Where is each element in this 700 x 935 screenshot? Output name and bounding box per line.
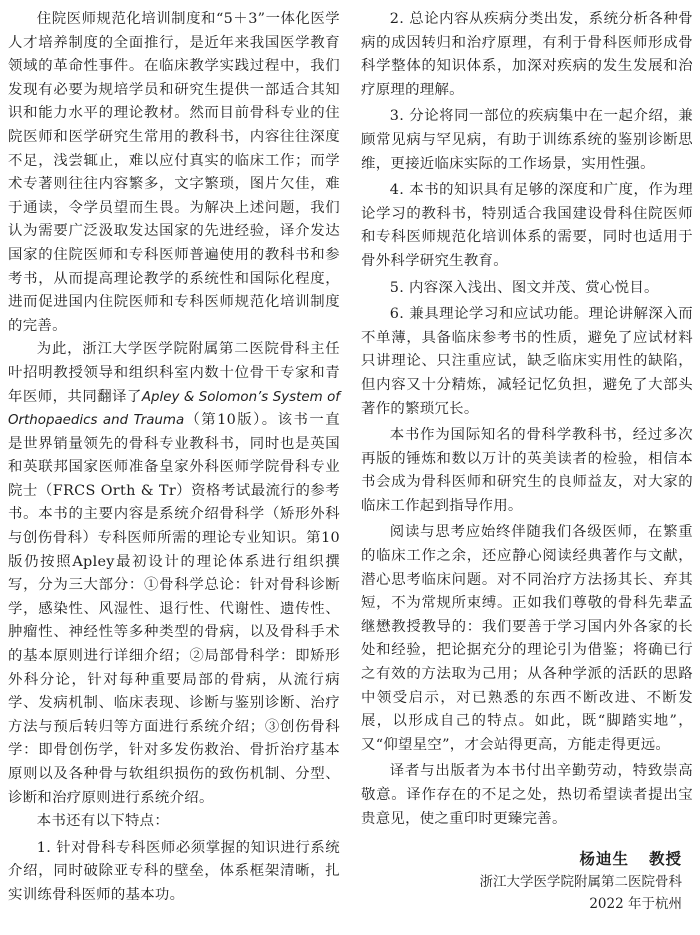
paragraph-features-heading: 本书还有以下特点： xyxy=(36,813,170,830)
signature-block xyxy=(480,847,683,915)
author-title: 教授 xyxy=(648,850,682,868)
feature-item-6: 6. 兼具理论学习和应试功能。理论讲解深入而不单薄，具备临床参考书的性质，避免了应试材料只讲理论、只注重应试，缺乏临床实用性的缺陷，但内容又十分精炼，减轻记忆负担，避免了大部头著作的繁琐冗长。 xyxy=(361,306,693,417)
paragraph-translation xyxy=(8,338,340,810)
feature-item-3: 3. 分论将同一部位的疾病集中在一起介绍，兼顾常见病与罕见病，有助于训练系统的鉴别诊断思维，更接近临床实际的工作场景，实用性强。 xyxy=(361,108,693,172)
paragraph-reading: 阅读与思考应始终伴随我们各级医师，在繁重的临床工作之余，还应静心阅读经典著作与文献，潜心思考临床问题。对不同治疗方法扬其长、弃其短，不为常规所束缚。正如我们尊敬的骨科先辈孟继懋教授教导的：我们要善于学习国内外各家的长处和经验，把论据充分的理论引为借鉴；将确已行之有效的方法取为己用；从各种学派的活跃的思路中领受启示，对已熟悉的东西不断改进、不断发展，以形成自己的特点。如此，既“脚踏实地”，又“仰望星空”，才会站得更高，方能走得更远。 xyxy=(361,524,693,753)
feature-item-1: 1. 针对骨科专科医师必须掌握的知识进行系统介绍，同时破除亚专科的壁垒，体系框架清晰，扎实训练骨科医师的基本功。 xyxy=(8,839,340,903)
paragraph-thanks: 译者与出版者为本书付出辛勤劳动，特致崇高敬意。译作存在的不足之处，热切希望读者提出宝贵意见，使之重印时更臻完善。 xyxy=(361,763,693,827)
left-column xyxy=(8,8,340,908)
paragraph-recommendation: 本书作为国际知名的骨科学教科书，经过多次再版的锤炼和数以万计的英美读者的检验，相信本书会成为骨科医师和研究生的良师益友，对大家的临床工作起到指导作用。 xyxy=(361,427,693,514)
right-column xyxy=(361,8,693,831)
feature-item-2: 2. 总论内容从疾病分类出发，系统分析各种骨病的成因转归和治疗原理，有利于骨科医师形成骨科学整体的知识体系，加深对疾病的发生发展和治疗原理的理解。 xyxy=(361,11,693,98)
signature-date: 2022 年于杭州 xyxy=(589,896,682,912)
book-title: Apley & Solomon’s System of Orthopaedics and Trauma xyxy=(8,389,340,429)
signature-name-line xyxy=(480,847,683,871)
author-affiliation: 浙江大学医学院附属第二医院骨科 xyxy=(479,874,682,890)
paragraph-intro: 住院医师规范化培训制度和“5＋3”一体化医学人才培养制度的全面推行，是近年来我国医学教育领域的革命性事件。在临床教学实践过程中，我们发现有必要为规培学员和研究生提供一部适合其知识和能力水平的理论教材。然而目前骨科专业的住院医师和医学研究生常用的教科书，内容往往深度不足，浅尝辄止，难以应付真实的临床工作；而学术专著则往往内容繁多，文字繁琐，图片欠佳，难于通读，令学员望而生畏。为解决上述问题，我们认为需要广泛汲取发达国家的先进经验，译介发达国家的住院医师和专科医师普遍使用的教科书和参考书，从而提高理论教学的系统性和国际化程度，进而促进国内住院医师和专科医师规范化培训制度的完善。 xyxy=(8,11,340,334)
author-name: 杨迪生 xyxy=(579,850,629,868)
feature-item-5: 5. 内容深入浅出、图文并茂、赏心悦目。 xyxy=(389,279,659,296)
feature-item-4: 4. 本书的知识具有足够的深度和广度，作为理论学习的教科书，特别适合我国建设骨科住院医师和专科医师规范化培训体系的需要，同时也适用于骨外科学研究生教育。 xyxy=(361,182,693,269)
translation-text-a: 为此，浙江大学医学院附属第二医院骨科主任叶招明教授领导和组织科室内数十位骨干专家和青年医师，共同翻译了 xyxy=(8,341,340,405)
translation-text-b: （第10版）。该书一直是世界销量领先的骨科专业教科书，同时也是英国和英联邦国家医师准备皇家外科医师学院骨科专业院士（FRCS Orth & Tr）资格考试最流行的参考书。本书的主要内容是系统介绍骨科学（矫形外科与创伤骨科）专科医师所需的理论专业知识。第10版仍按照Apley最初设计的理论体系进行组织撰写，分为三大部分：①骨科学总论：针对骨科诊断学，感染性、风湿性、退行性、代谢性、遗传性、肿瘤性、神经性等多种类型的骨病，以及骨科手术的基本原则进行详细介绍；②局部骨科学：即矫形外科分论，针对每种重要局部的骨病，从流行病学、发病机制、临床表现、诊断与鉴别诊断、治疗方法与预后转归等方面进行系统介绍；③创伤骨科学：即骨创伤学，针对多发伤救治、骨折治疗基本原则以及各种骨与软组织损伤的致伤机制、分型、诊断和治疗原则进行系统介绍。 xyxy=(8,412,340,806)
